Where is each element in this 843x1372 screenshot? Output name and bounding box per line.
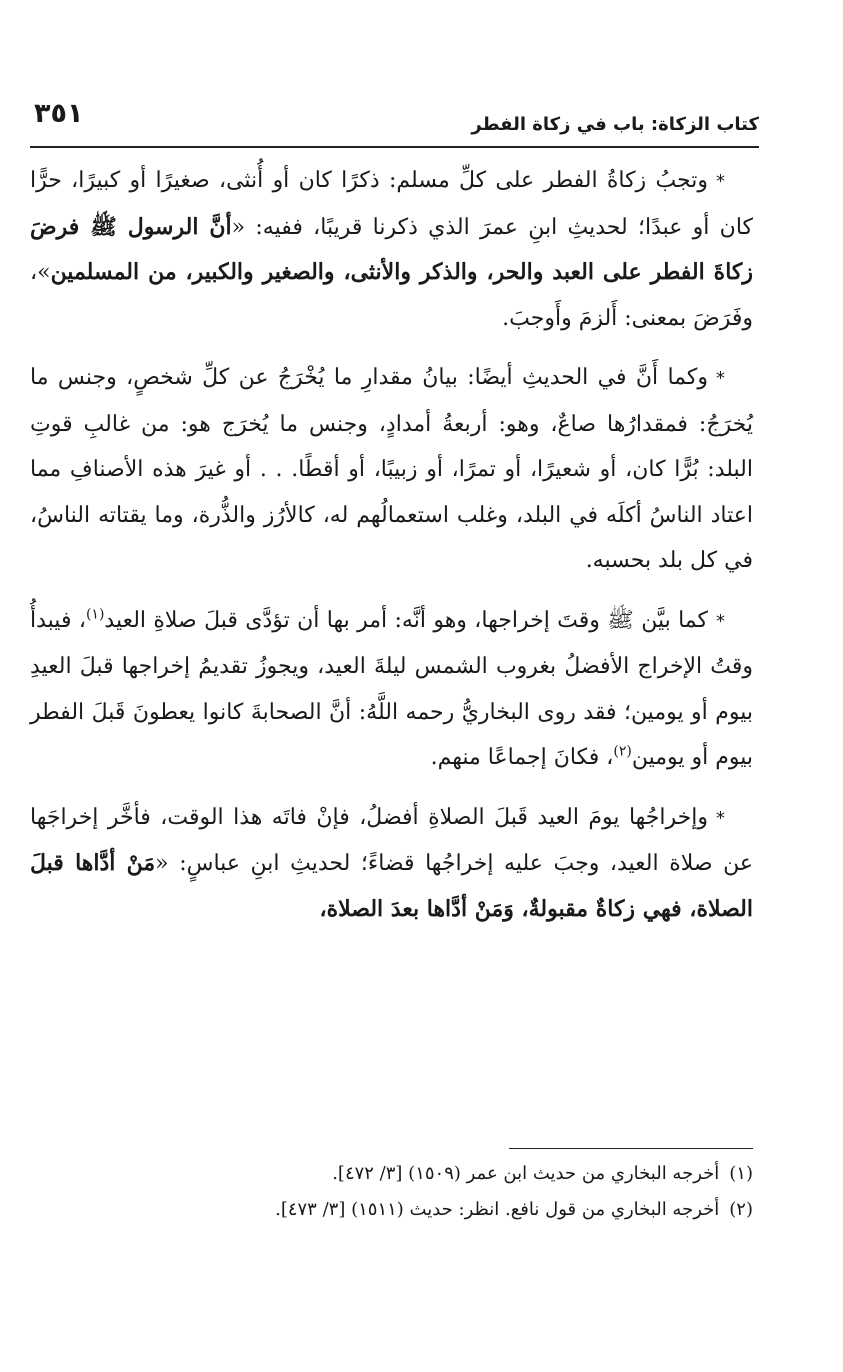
paragraph-2 xyxy=(30,355,753,584)
footnote-divider xyxy=(509,1148,753,1149)
footnote-ref-2[interactable]: (٢) xyxy=(613,743,632,760)
asterisk-marker: * xyxy=(716,807,725,829)
chapter-title: كتاب الزكاة: باب في زكاة الفطر xyxy=(471,114,759,135)
paragraph-text: ، فكانَ إجماعًا منهم. xyxy=(430,745,614,770)
running-header xyxy=(30,96,759,144)
footnote-text: أخرجه البخاري من حديث ابن عمر (١٥٠٩) [٣/ ٤٧٢]. xyxy=(332,1163,720,1184)
asterisk-marker: * xyxy=(716,610,725,632)
page-number: ٣٥١ xyxy=(34,98,84,129)
main-text xyxy=(30,158,753,946)
header-divider xyxy=(30,146,759,148)
hadith-quote: مَنْ أدَّاها قبلَ الصلاة، فهي زكاةٌ مقبولةٌ، وَمَنْ أدَّاها بعدَ الصلاة، xyxy=(30,850,753,922)
paragraph-text: »، وفَرَضَ بمعنى: أَلزمَ وأَوجبَ. xyxy=(30,260,753,331)
footnote-text: أخرجه البخاري من قول نافع. انظر: حديث (١٥١١) [٣/ ٤٧٣]. xyxy=(275,1199,720,1220)
paragraph-text: وإخراجُها يومَ العيد قَبلَ الصلاةِ أفضلُ، فإنْ فاتَه هذا الوقت، فأخَّر إخراجَها عن صلاة العيد، وجبَ عليه إخراجُها قضاءً؛ لحديثِ ابنِ عباسٍ: « xyxy=(30,804,753,876)
footnote-ref-1[interactable]: (١) xyxy=(85,606,105,623)
footnote-2 xyxy=(30,1192,753,1228)
paragraph-4 xyxy=(30,795,753,933)
footnote-number: (٢) xyxy=(729,1199,753,1220)
paragraph-text: وتجبُ زكاةُ الفطر على كلِّ مسلم: ذكرًا كان أو أُنثى، صغيرًا أو كبيرًا، حرًّا كان أو عبدًا؛ لحديثِ ابنِ عمرَ الذي ذكرنا قريبًا، ففيه: « xyxy=(30,168,753,240)
footnote-1 xyxy=(30,1156,753,1192)
footnotes xyxy=(30,1156,753,1228)
paragraph-3 xyxy=(30,598,753,781)
asterisk-marker: * xyxy=(716,171,725,192)
hadith-quote: أنَّ الرسول ﷺ فرضَ زكاةَ الفطر على العبد والحر، والذكر والأنثى، والصغير والكبير، من المسلمين xyxy=(30,213,753,285)
paragraph-1 xyxy=(30,158,753,341)
paragraph-text: وكما أَنَّ في الحديثِ أيضًا: بيانُ مقدارِ ما يُخْرَجُ عن كلِّ شخصٍ، وجنس ما يُخرَجُ: فمقدارُها صاعٌ، وهو: أربعةُ أمدادٍ، وجنس ما يُخرَج هو: من غالبِ قوتِ البلد: بُرًّا كان، أو شعيرًا، أو تمرًا، أو زبيبًا، أو أقطًا. . . أو غيرَ هذه الأصنافِ مما اعتاد الناسُ أكلَه في البلد، وغلب استعمالُهم له، كالأرُز والذُّرة، وما يقتاته الناسُ، في كل بلد بحسبه. xyxy=(30,365,753,573)
paragraph-text: ، فيبدأُ وقتُ الإخراج الأفضلُ بغروب الشمس ليلةَ العيد، ويجوزُ تقديمُ إخراجها قبلَ العيدِ بيوم أو يومين؛ فقد روى البخاريُّ رحمه اللَّهُ: أنَّ الصحابةَ كانوا يعطونَ قَبلَ الفطر بيوم أو يومين xyxy=(30,607,754,770)
paragraph-text: كما بيَّن ﷺ وقتَ إخراجها، وهو أنَّه: أمر بها أن تؤدَّى قبلَ صلاةِ العيد xyxy=(104,607,708,633)
footnote-number: (١) xyxy=(729,1163,753,1184)
asterisk-marker: * xyxy=(716,368,725,389)
